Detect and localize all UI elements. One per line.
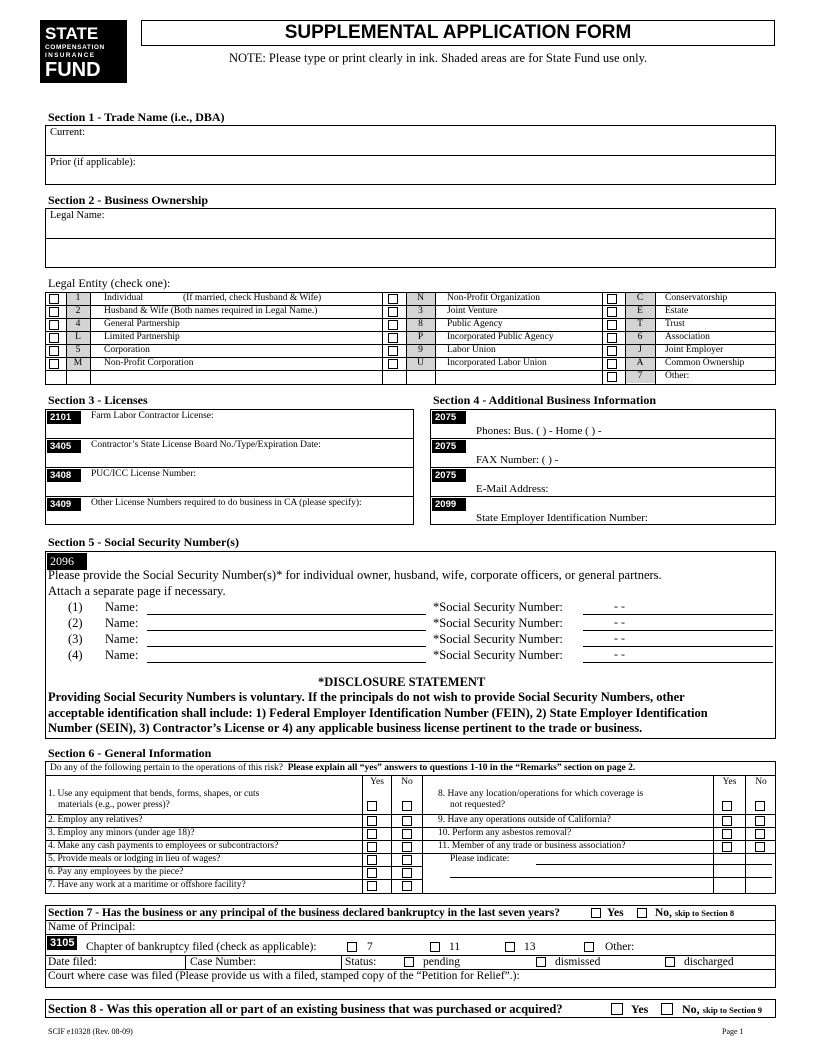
section6-intro bbox=[50, 763, 635, 773]
entity-code: 7 bbox=[637, 371, 643, 381]
current-field[interactable] bbox=[100, 127, 770, 153]
no-col-header-right: No bbox=[755, 777, 767, 787]
section6-title: Section 6 - General Information bbox=[48, 746, 212, 760]
ssn-field[interactable] bbox=[583, 662, 773, 663]
entity-label: Common Ownership bbox=[665, 358, 745, 368]
business-info-label: E-Mail Address: bbox=[476, 483, 549, 495]
question-8-no-checkbox[interactable] bbox=[755, 801, 765, 811]
entity-8-checkbox[interactable] bbox=[388, 320, 398, 330]
disclosure-line3: Number (SEIN), 3) Contractor’s License or 4) any applicable business license pertinent to the trade or business. bbox=[48, 721, 643, 735]
section4-title: Section 4 - Additional Business Information bbox=[433, 393, 657, 407]
section8-yes-checkbox[interactable] bbox=[611, 1003, 623, 1015]
license-code-badge: 3405 bbox=[47, 440, 81, 453]
state-fund-logo bbox=[40, 20, 127, 83]
current-label: Current: bbox=[50, 127, 85, 138]
entity-code: 5 bbox=[75, 345, 81, 355]
legal-name-label: Legal Name: bbox=[50, 210, 105, 221]
question-11-no-checkbox[interactable] bbox=[755, 842, 765, 852]
section8-no-text: No, bbox=[682, 1002, 700, 1016]
question-7-no-checkbox[interactable] bbox=[402, 881, 412, 891]
prior-field[interactable] bbox=[160, 157, 770, 183]
entity-label: General Partnership bbox=[104, 319, 180, 329]
association-field[interactable] bbox=[536, 864, 772, 865]
section1-title: Section 1 - Trade Name (i.e., DBA) bbox=[48, 110, 225, 124]
entity-label: Non-Profit Organization bbox=[447, 293, 540, 303]
entity-label: Trust bbox=[665, 319, 685, 329]
ssn-name-field[interactable] bbox=[147, 662, 426, 663]
name-principal-label: Name of Principal: bbox=[48, 921, 136, 933]
ssn-row-number: (1) bbox=[68, 600, 83, 614]
entity-label: Other: bbox=[665, 371, 690, 381]
ssn-label: *Social Security Number: bbox=[433, 616, 563, 630]
entity-L-checkbox[interactable] bbox=[49, 333, 59, 343]
entity-code: 6 bbox=[637, 332, 643, 342]
entity-9-checkbox[interactable] bbox=[388, 346, 398, 356]
business-info-code-badge: 2099 bbox=[432, 498, 466, 511]
ssn-name-label: Name: bbox=[105, 600, 139, 614]
question-7: 7. Have any work at a maritime or offshore facility? bbox=[48, 880, 246, 890]
ssn-row-number: (2) bbox=[68, 616, 83, 630]
section8-no-checkbox[interactable] bbox=[661, 1003, 673, 1015]
business-info-label: State Employer Identification Number: bbox=[476, 512, 648, 524]
status-pending-label: pending bbox=[423, 956, 461, 968]
chapter11-label: 11 bbox=[449, 941, 461, 953]
association-field-line2[interactable] bbox=[450, 877, 772, 878]
section6-intro-text: Do any of the following pertain to the operations of this risk? bbox=[50, 763, 283, 773]
logo-fund: FUND bbox=[45, 59, 101, 81]
entity-A-checkbox[interactable] bbox=[607, 359, 617, 369]
entity-5-checkbox[interactable] bbox=[49, 346, 59, 356]
ssn-name-field[interactable] bbox=[147, 630, 426, 631]
court-label: Court where case was filed (Please provide us with a filed, stamped copy of the “Petition for Relief”.): bbox=[48, 970, 520, 982]
chapter13-label: 13 bbox=[524, 941, 536, 953]
entity-code: 4 bbox=[75, 319, 81, 329]
section7-no-checkbox[interactable] bbox=[637, 908, 647, 918]
form-title: SUPPLEMENTAL APPLICATION FORM bbox=[284, 22, 632, 43]
question-3-yes-checkbox[interactable] bbox=[367, 829, 377, 839]
entity-T-checkbox[interactable] bbox=[607, 320, 617, 330]
yes-col-header-left: Yes bbox=[370, 777, 384, 787]
question-2-yes-checkbox[interactable] bbox=[367, 816, 377, 826]
case-number-label: Case Number: bbox=[190, 956, 257, 968]
entity-code: 3 bbox=[418, 306, 423, 316]
ssn-dash: - - bbox=[614, 599, 625, 613]
no-col-header-left: No bbox=[401, 777, 413, 787]
chapter-label: Chapter of bankruptcy filed (check as applicable): bbox=[86, 941, 317, 953]
question-6: 6. Pay any employees by the piece? bbox=[48, 867, 184, 877]
business-info-code-badge: 2075 bbox=[432, 469, 466, 482]
entity-code: A bbox=[636, 358, 644, 368]
question-7-yes-checkbox[interactable] bbox=[367, 881, 377, 891]
ssn-row-number: (4) bbox=[68, 648, 83, 662]
license-code-badge: 3409 bbox=[47, 498, 81, 511]
legal-entity-label: Legal Entity (check one): bbox=[48, 276, 171, 290]
section3-title: Section 3 - Licenses bbox=[48, 393, 148, 407]
entity-7-checkbox[interactable] bbox=[607, 372, 617, 382]
license-field[interactable] bbox=[91, 481, 409, 494]
question-10-no-checkbox[interactable] bbox=[755, 829, 765, 839]
disclosure-title: *DISCLOSURE STATEMENT bbox=[318, 675, 486, 689]
section6-intro-bold: Please explain all “yes” answers to questions 1-10 in the “Remarks” section on page 2. bbox=[287, 763, 636, 773]
status-discharged-label: discharged bbox=[684, 956, 734, 968]
entity-label: Corporation bbox=[104, 345, 150, 355]
yes-col-header-right: Yes bbox=[722, 777, 737, 787]
section7-no-label bbox=[655, 907, 734, 919]
ssn-label: *Social Security Number: bbox=[433, 632, 563, 646]
logo-insurance: INSURANCE bbox=[45, 52, 96, 59]
entity-4-checkbox[interactable] bbox=[49, 320, 59, 330]
section8-skip-text: skip to Section 9 bbox=[702, 1005, 762, 1015]
ssn-dash: - - bbox=[614, 647, 625, 661]
entity-label: Labor Union bbox=[447, 345, 496, 355]
question-8: 8. Have any location/operations for which coverage is bbox=[438, 789, 644, 799]
entity-code: N bbox=[417, 293, 424, 303]
page-number: Page 1 bbox=[722, 1027, 744, 1036]
entity-code: U bbox=[417, 358, 424, 368]
entity-label: Public Agency bbox=[447, 319, 503, 329]
question-11: 11. Member of any trade or business association? bbox=[438, 841, 626, 851]
entity-label: Incorporated Labor Union bbox=[447, 358, 547, 368]
section7-title: Section 7 - Has the business or any principal of the business declared bankruptcy in the last seven years? bbox=[48, 907, 561, 919]
entity-M-checkbox[interactable] bbox=[49, 359, 59, 369]
section8-yes-label: Yes bbox=[631, 1002, 649, 1016]
chapter7-label: 7 bbox=[367, 941, 373, 953]
prior-label: Prior (if applicable): bbox=[50, 157, 136, 168]
entity-label: Joint Venture bbox=[447, 306, 498, 316]
entity-C-checkbox[interactable] bbox=[607, 294, 617, 304]
status-label: Status: bbox=[345, 956, 377, 968]
question-8-yes-checkbox[interactable] bbox=[722, 801, 732, 811]
status-pending-checkbox[interactable] bbox=[404, 957, 414, 967]
section7-code-badge: 3105 bbox=[47, 936, 77, 950]
entity-label: Non-Profit Corporation bbox=[104, 358, 194, 368]
question-8-cont: not requested? bbox=[450, 800, 506, 810]
section2-title: Section 2 - Business Ownership bbox=[48, 193, 209, 207]
chapter7-checkbox[interactable] bbox=[347, 942, 357, 952]
logo-state: STATE bbox=[45, 24, 99, 43]
ssn-name-field[interactable] bbox=[147, 614, 426, 615]
license-label: Farm Labor Contractor License: bbox=[91, 411, 214, 421]
section5-title: Section 5 - Social Security Number(s) bbox=[48, 535, 239, 549]
question-4-no-checkbox[interactable] bbox=[402, 842, 412, 852]
question-1-cont: materials (e.g., power press)? bbox=[58, 800, 170, 810]
question-9: 9. Have any operations outside of California? bbox=[438, 815, 611, 825]
ssn-row-number: (3) bbox=[68, 632, 83, 646]
license-label: Other License Numbers required to do business in CA (please specify): bbox=[91, 498, 362, 508]
question-4-yes-checkbox[interactable] bbox=[367, 842, 377, 852]
entity-note: (If married, check Husband & Wife) bbox=[183, 293, 322, 303]
entity-label: Estate bbox=[665, 306, 689, 316]
section7-no-text: No, bbox=[655, 907, 672, 919]
entity-3-checkbox[interactable] bbox=[388, 307, 398, 317]
disclosure-line2: acceptable identification shall include: 1) Federal Employer Identification Number (FEIN), 2) State Employer Identification bbox=[48, 706, 708, 720]
section7-yes-label: Yes bbox=[607, 907, 624, 919]
entity-code: M bbox=[73, 358, 83, 368]
ssn-label: *Social Security Number: bbox=[433, 648, 563, 662]
entity-code: J bbox=[638, 345, 642, 355]
header-note: NOTE: Please type or print clearly in ink. Shaded areas are for State Fund use only. bbox=[229, 51, 648, 65]
entity-label: Joint Employer bbox=[665, 345, 724, 355]
question-9-yes-checkbox[interactable] bbox=[722, 816, 732, 826]
status-dismissed-label: dismissed bbox=[555, 956, 601, 968]
entity-code: 8 bbox=[418, 319, 423, 329]
entity-code: 9 bbox=[418, 345, 423, 355]
disclosure-line1: Providing Social Security Numbers is voluntary. If the principals do not wish to provide Social Security Numbers, other bbox=[48, 690, 685, 704]
section8-no-label bbox=[682, 1002, 762, 1017]
ssn-name-label: Name: bbox=[105, 616, 139, 630]
license-label: Contractor’s State License Board No./Type/Expiration Date: bbox=[91, 440, 321, 450]
ssn-dash: - - bbox=[614, 631, 625, 645]
business-info-code-badge: 2075 bbox=[432, 440, 466, 453]
ssn-dash: - - bbox=[614, 615, 625, 629]
date-filed-label: Date filed: bbox=[48, 956, 97, 968]
license-field[interactable] bbox=[91, 452, 409, 465]
please-indicate-label: Please indicate: bbox=[450, 854, 510, 864]
entity-code: E bbox=[637, 306, 643, 316]
section8-title: Section 8 - Was this operation all or part of an existing business that was purchased or acquired? bbox=[48, 1002, 563, 1016]
entity-code: 1 bbox=[75, 293, 81, 303]
chapter-other-checkbox[interactable] bbox=[584, 942, 594, 952]
entity-N-checkbox[interactable] bbox=[388, 294, 398, 304]
question-5: 5. Provide meals or lodging in lieu of wages? bbox=[48, 854, 221, 864]
business-info-code-badge: 2075 bbox=[432, 411, 466, 424]
section7-skip-text: skip to Section 8 bbox=[674, 908, 735, 918]
question-10: 10. Perform any asbestos removal? bbox=[438, 828, 572, 838]
question-9-no-checkbox[interactable] bbox=[755, 816, 765, 826]
ssn-name-label: Name: bbox=[105, 648, 139, 662]
business-info-label: FAX Number: ( ) - bbox=[476, 454, 559, 466]
question-1-yes-checkbox[interactable] bbox=[367, 801, 377, 811]
entity-code: L bbox=[75, 332, 81, 342]
question-4: 4. Make any cash payments to employees or subcontractors? bbox=[48, 841, 279, 851]
question-6-no-checkbox[interactable] bbox=[402, 868, 412, 878]
question-1-no-checkbox[interactable] bbox=[402, 801, 412, 811]
section7-yes-checkbox[interactable] bbox=[591, 908, 601, 918]
status-discharged-checkbox[interactable] bbox=[665, 957, 675, 967]
ssn-field[interactable] bbox=[583, 630, 773, 631]
entity-code: P bbox=[417, 332, 424, 342]
question-5-no-checkbox[interactable] bbox=[402, 855, 412, 865]
entity-E-checkbox[interactable] bbox=[607, 307, 617, 317]
question-2: 2. Employ any relatives? bbox=[48, 815, 143, 825]
question-11-yes-checkbox[interactable] bbox=[722, 842, 732, 852]
question-3-no-checkbox[interactable] bbox=[402, 829, 412, 839]
question-10-yes-checkbox[interactable] bbox=[722, 829, 732, 839]
ssn-field[interactable] bbox=[583, 646, 773, 647]
license-field[interactable] bbox=[91, 510, 409, 523]
entity-label: Individual bbox=[104, 293, 144, 303]
chapter13-checkbox[interactable] bbox=[505, 942, 515, 952]
entity-label: Husband & Wife (Both names required in Legal Name.) bbox=[104, 306, 318, 316]
section5-intro2: Attach a separate page if necessary. bbox=[48, 584, 226, 598]
chapter11-checkbox[interactable] bbox=[430, 942, 440, 952]
status-dismissed-checkbox[interactable] bbox=[536, 957, 546, 967]
entity-label: Limited Partnership bbox=[104, 332, 180, 342]
license-code-badge: 2101 bbox=[47, 411, 81, 424]
form-id: SCIF e10328 (Rev. 08-09) bbox=[48, 1027, 133, 1036]
section5-intro1: Please provide the Social Security Number(s)* for individual owner, husband, wife, corporate officers, or general partners. bbox=[48, 568, 662, 582]
legal-name-field[interactable] bbox=[115, 210, 770, 266]
entity-label: Conservatorship bbox=[665, 293, 728, 303]
entity-6-checkbox[interactable] bbox=[607, 333, 617, 343]
business-info-label: Phones: Bus. ( ) - Home ( ) - bbox=[476, 425, 602, 437]
ssn-label: *Social Security Number: bbox=[433, 600, 563, 614]
license-field[interactable] bbox=[91, 423, 409, 436]
question-3: 3. Employ any minors (under age 18)? bbox=[48, 828, 195, 838]
question-6-yes-checkbox[interactable] bbox=[367, 868, 377, 878]
chapter-other-label: Other: bbox=[605, 941, 635, 953]
entity-U-checkbox[interactable] bbox=[388, 359, 398, 369]
form-title-box bbox=[141, 20, 775, 46]
entity-J-checkbox[interactable] bbox=[607, 346, 617, 356]
entity-code: C bbox=[636, 293, 644, 303]
entity-label: Incorporated Public Agency bbox=[447, 332, 554, 342]
entity-label: Association bbox=[665, 332, 710, 342]
entity-code: 2 bbox=[75, 306, 81, 316]
question-1: 1. Use any equipment that bends, forms, shapes, or cuts bbox=[48, 789, 260, 799]
entity-P-checkbox[interactable] bbox=[388, 333, 398, 343]
question-2-no-checkbox[interactable] bbox=[402, 816, 412, 826]
ssn-name-field[interactable] bbox=[147, 646, 426, 647]
entity-code: T bbox=[637, 319, 643, 329]
entity-1-checkbox[interactable] bbox=[49, 294, 59, 304]
ssn-field[interactable] bbox=[583, 614, 773, 615]
license-code-badge: 3408 bbox=[47, 469, 81, 482]
ssn-name-label: Name: bbox=[105, 632, 139, 646]
section5-code-badge: 2096 bbox=[47, 553, 87, 570]
question-5-yes-checkbox[interactable] bbox=[367, 855, 377, 865]
license-label: PUC/ICC License Number: bbox=[91, 469, 197, 479]
entity-2-checkbox[interactable] bbox=[49, 307, 59, 317]
logo-compensation: COMPENSATION bbox=[45, 44, 105, 51]
